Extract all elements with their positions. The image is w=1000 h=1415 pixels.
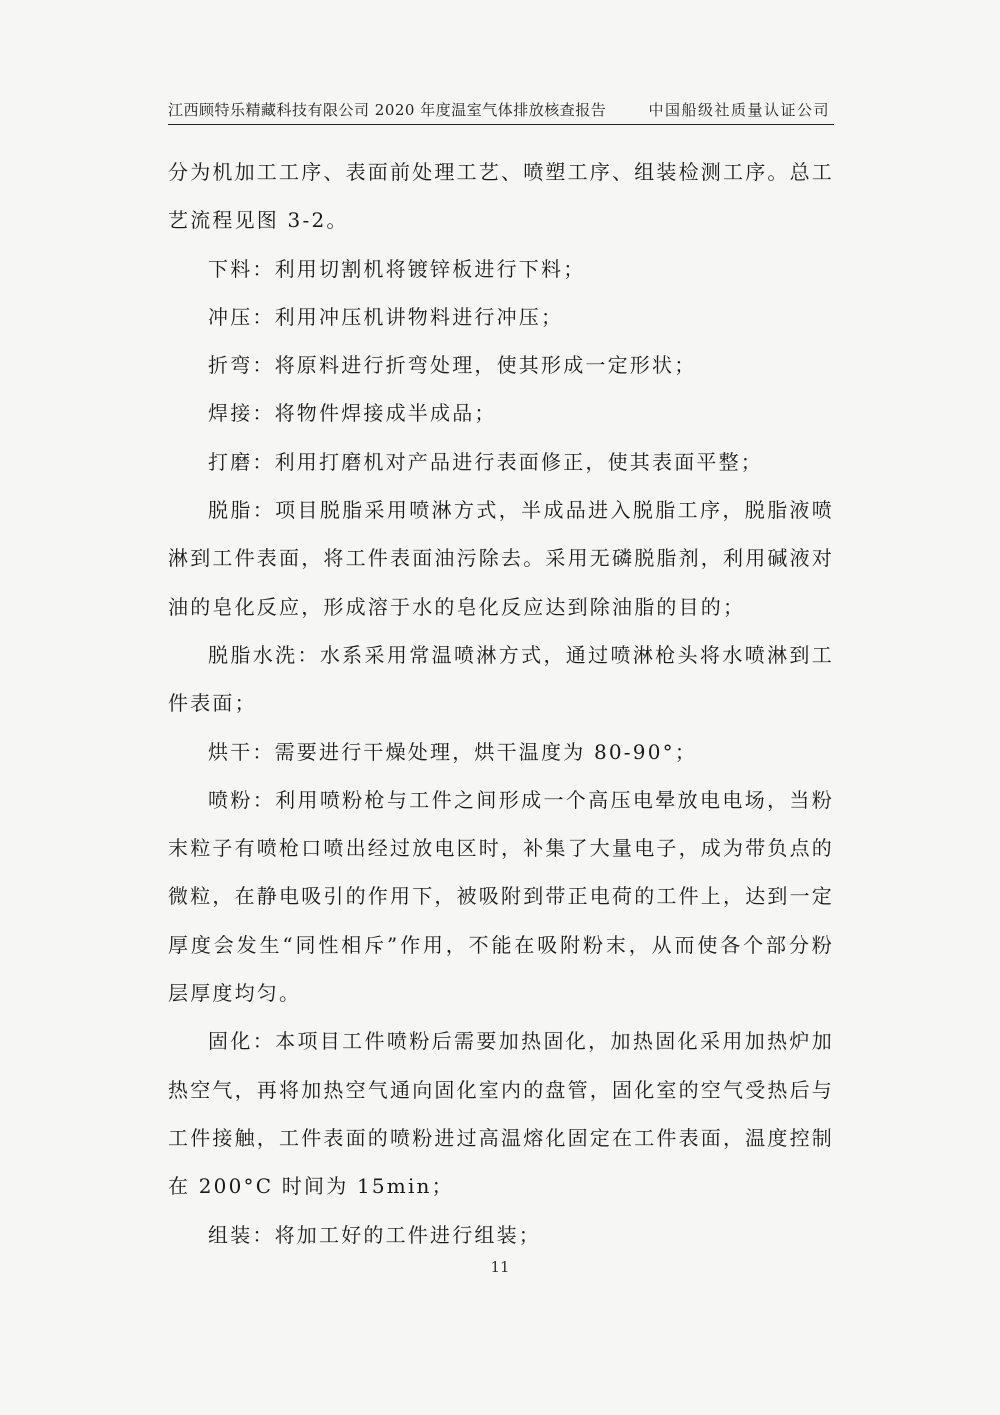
paragraph-rinsing: 脱脂水洗：水系采用常温喷淋方式，通过喷淋枪头将水喷淋到工件表面； <box>168 642 834 716</box>
paragraph-drying: 烘干：需要进行干燥处理，烘干温度为 80-90°； <box>208 739 698 764</box>
paragraph-cutting: 下料：利用切割机将镀锌板进行下料； <box>208 256 586 281</box>
page-number: 11 <box>490 1258 510 1276</box>
header-report-title: 江西顾特乐精藏科技有限公司 2020 年度温室气体排放核查报告 <box>168 101 607 119</box>
paragraph-powder-spraying: 喷粉：利用喷粉枪与工件之间形成一个高压电晕放电电场，当粉末粒子有喷枪口喷出经过放电区时，补集了大量电子，成为带负点的微粒，在静电吸引的作用下，被吸附到带正电荷的工件上，达到一定厚度会发生“同性相斥”作用，不能在吸附粉末，从而使各个部分粉层厚度均匀。 <box>168 787 834 1006</box>
paragraph-welding: 焊接：将物件焊接成半成品； <box>208 401 497 426</box>
paragraph-curing: 固化：本项目工件喷粉后需要加热固化，加热固化采用加热炉加热空气，再将加热空气通向固化室内的盘管，固化室的空气受热后与工件接触，工件表面的喷粉进过高温熔化固定在工件表面，温度控制在 200°C 时间为 15min； <box>168 1029 834 1199</box>
paragraph-grinding: 打磨：利用打磨机对产品进行表面修正，使其表面平整； <box>208 449 763 474</box>
paragraph-degreasing: 脱脂：项目脱脂采用喷淋方式，半成品进入脱脂工序，脱脂液喷淋到工件表面，将工件表面油污除去。采用无磷脱脂剂，利用碱液对油的皂化反应，形成溶于水的皂化反应达到除油脂的目的； <box>168 498 834 619</box>
header-organization: 中国船级社质量认证公司 <box>648 101 830 119</box>
paragraph-assembly: 组装：将加工好的工件进行组装； <box>208 1222 541 1247</box>
paragraph-stamping: 冲压：利用冲压机讲物料进行冲压； <box>208 304 564 329</box>
page-header <box>168 96 834 125</box>
paragraph-bending: 折弯：将原料进行折弯处理，使其形成一定形状； <box>208 353 697 378</box>
body-text <box>168 148 834 1259</box>
paragraph-process-overview: 分为机加工工序、表面前处理工艺、喷塑工序、组装检测工序。总工艺流程见图 3-2。 <box>168 160 834 233</box>
